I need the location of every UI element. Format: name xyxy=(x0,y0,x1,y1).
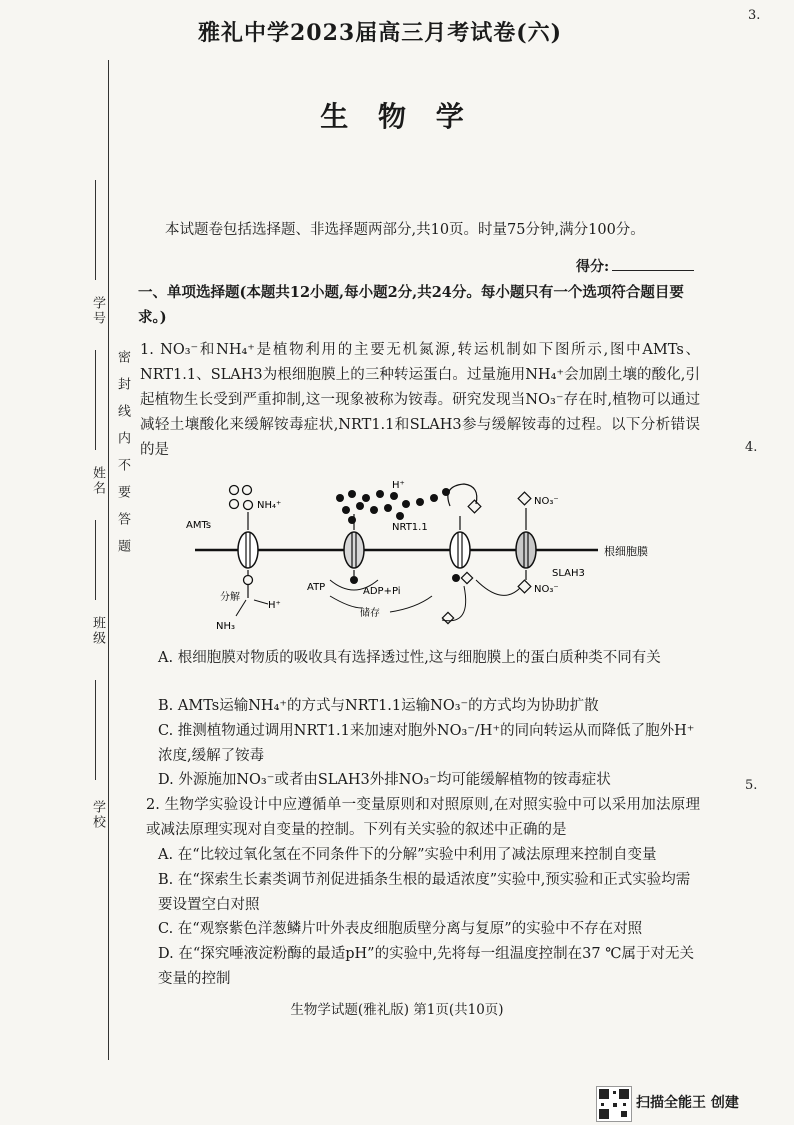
proton-pump xyxy=(344,532,364,568)
section-heading: 一、单项选择题(本题共12小题,每小题2分,共24分。每小题只有一个选项符合题目要求。) xyxy=(138,284,684,326)
decompose-label: 分解 xyxy=(220,592,240,603)
class-line xyxy=(95,520,96,600)
membrane-label: 根细胞膜 xyxy=(604,545,648,558)
question-1-option-b: B. AMTs运输NH₄⁺的方式与NRT1.1运输NO₃⁻的方式均为协助扩散 xyxy=(158,698,599,714)
school-line xyxy=(95,680,96,780)
question-1-option-a: A. 根细胞膜对物质的吸收具有选择透过性,这与细胞膜上的蛋白质种类不同有关 xyxy=(158,650,661,666)
question-2-option-d: D. 在“探究唾液淀粉酶的最适pH”的实验中,先将每一组温度控制在37 ℃属于对无关变量的控制 xyxy=(158,946,694,987)
h-plus-bottom-label: H⁺ xyxy=(268,600,281,611)
score-label: 得分: xyxy=(576,259,610,275)
class-label: 班级 xyxy=(90,616,105,646)
student-number-label: 学号 xyxy=(90,296,105,326)
slah3-label: SLAH3 xyxy=(552,568,585,579)
question-2-option-b: B. 在“探索生长素类调节剂促进插条生根的最适浓度”实验中,预实验和正式实验均需要设置空白对照 xyxy=(158,872,691,913)
name-line xyxy=(95,350,96,450)
nh3-label: NH₃ xyxy=(216,621,236,632)
storage-label: 储存 xyxy=(360,608,380,619)
nh4-label: NH₄⁺ xyxy=(257,500,282,511)
question-2-option-c: C. 在“观察紫色洋葱鳞片叶外表皮细胞质壁分离与复原”的实验中不存在对照 xyxy=(158,921,643,937)
exam-intro: 本试题卷包括选择题、非选择题两部分,共10页。时量75分钟,满分100分。 xyxy=(165,222,645,238)
qr-code-icon xyxy=(596,1086,632,1122)
amts-label: AMTs xyxy=(186,520,212,531)
question-2-option-a: A. 在“比较过氧化氢在不同条件下的分解”实验中利用了减法原理来控制自变量 xyxy=(158,847,657,863)
student-number-line xyxy=(95,180,96,280)
question-2-stem: 2. 生物学实验设计中应遵循单一变量原则和对照原则,在对照实验中可以采用加法原理或减法原理实现对自变量的控制。下列有关实验的叙述中正确的是 xyxy=(146,797,700,838)
amts-transporter xyxy=(238,532,258,568)
score-blank xyxy=(612,270,694,271)
question-1-stem: 1. NO₃⁻和NH₄⁺是植物利用的主要无机氮源,转运机制如下图所示,图中AMTs、NRT1.1、SLAH3为根细胞膜上的三种转运蛋白。过量施用NH₄⁺会加剧土壤的酸化,引起植物生长受到严重抑制,这一现象被称为铵毒。研究发现当NO₃⁻存在时,植物可以通过减轻土壤酸化来缓解铵毒症状,NRT1.1和SLAH3参与缓解铵毒的过程。以下分析错误的是 xyxy=(140,342,700,458)
nrt-label: NRT1.1 xyxy=(392,522,428,533)
watermark-text: 扫描全能王 创建 xyxy=(636,1095,739,1111)
h-plus-cluster xyxy=(336,488,450,524)
seal-line xyxy=(108,60,109,1060)
no3-top-label: NO₃⁻ xyxy=(534,496,559,507)
question-1-option-d: D. 外源施加NO₃⁻或者由SLAH3外排NO₃⁻均可能缓解植物的铵毒症状 xyxy=(158,772,611,788)
school-label: 学校 xyxy=(90,800,105,830)
adp-label: ADP+Pi xyxy=(363,586,401,597)
page-marker: 3. xyxy=(748,8,761,23)
name-label: 姓名 xyxy=(90,466,105,496)
atp-label: ATP xyxy=(307,582,326,593)
h-plus-top-label: H⁺ xyxy=(392,480,405,491)
subject-title: 生 物 学 xyxy=(320,100,474,133)
transport-diagram xyxy=(180,476,700,638)
question-1-option-c: C. 推测植物通过调用NRT1.1来加速对胞外NO₃⁻/H⁺的同向转运从而降低了胞外H⁺浓度,缓解了铵毒 xyxy=(158,723,695,764)
exam-title: 雅礼中学2023届高三月考试卷(六) xyxy=(197,20,563,46)
seal-notice: 密封线内不要答题 xyxy=(115,350,130,566)
nrt-transporter xyxy=(450,532,470,568)
page-footer: 生物学试题(雅礼版) 第1页(共10页) xyxy=(290,1002,504,1018)
no3-bottom-label: NO₃⁻ xyxy=(534,584,559,595)
right-marker-4: 4. xyxy=(745,440,758,455)
right-marker-5: 5. xyxy=(745,778,758,793)
slah3-transporter xyxy=(516,532,536,568)
